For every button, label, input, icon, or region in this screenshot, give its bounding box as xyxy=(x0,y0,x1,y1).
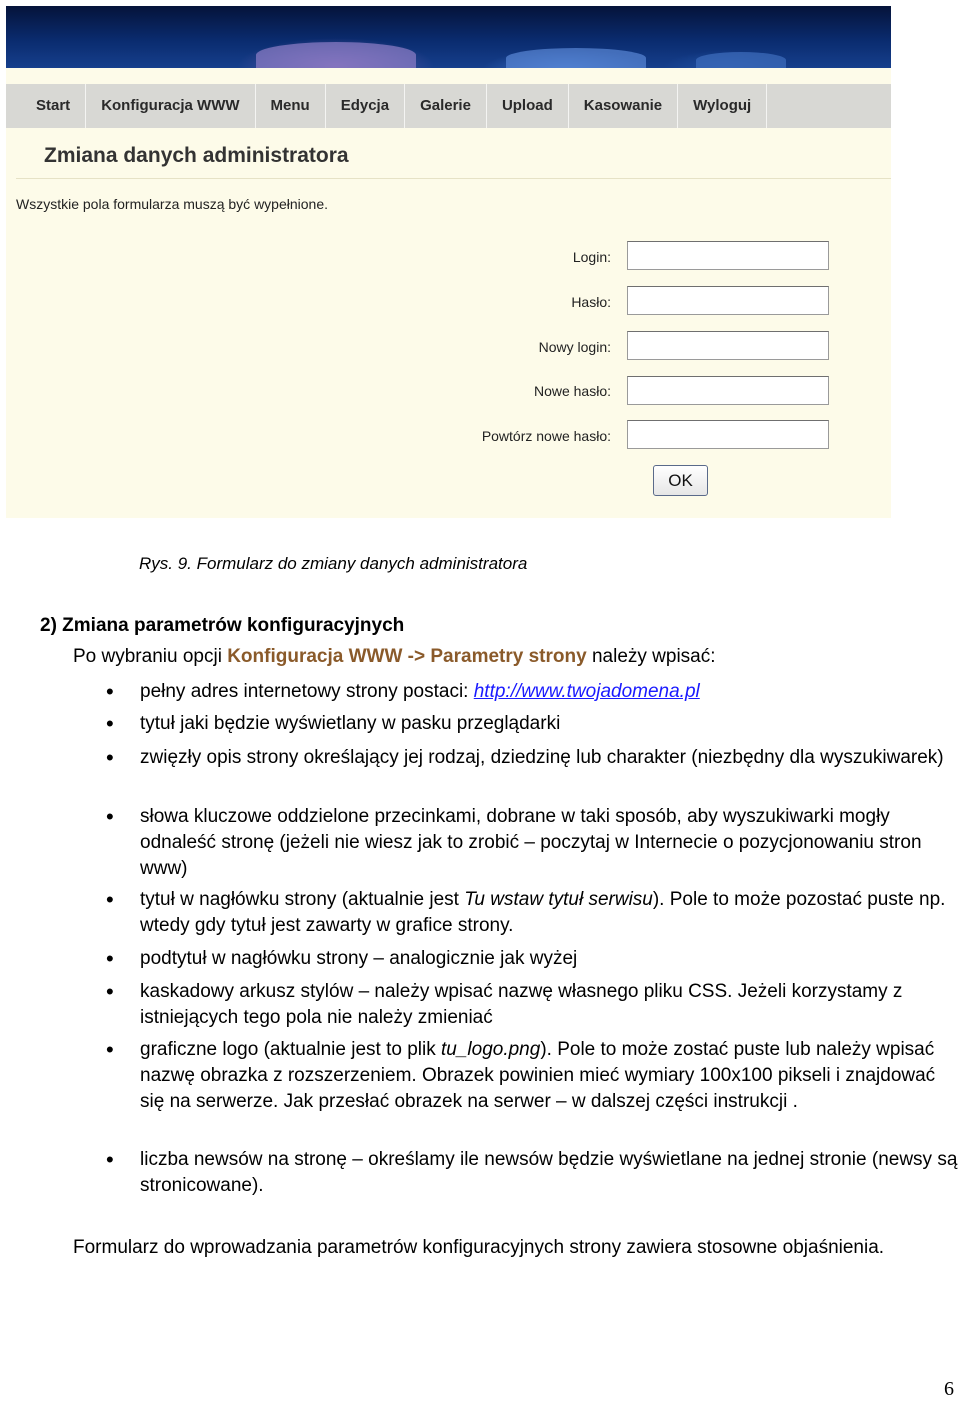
list-item-text: graficzne logo (aktualnie jest to plik xyxy=(140,1039,441,1060)
intro-paragraph xyxy=(73,646,716,668)
repeat-password-input[interactable] xyxy=(627,420,829,449)
form-title: Zmiana danych administratora xyxy=(44,144,349,167)
header-banner-image xyxy=(6,6,891,68)
form-note: Wszystkie pola formularza muszą być wypełnione. xyxy=(16,196,329,212)
list-item: • liczba newsów na stronę – określamy ile newsów będzie wyświetlane na jednej stronie (newsy są stronicowane). xyxy=(140,1147,960,1199)
new-password-input[interactable] xyxy=(627,376,829,405)
page-number: 6 xyxy=(944,1378,954,1400)
repeat-password-label: Powtórz nowe hasło: xyxy=(481,428,611,444)
password-input[interactable] xyxy=(627,286,829,315)
list-item-emphasis: tu_logo.png xyxy=(441,1039,541,1060)
list-item-text: pełny adres internetowy strony postaci: xyxy=(140,681,474,702)
main-navigation xyxy=(6,84,891,128)
ok-button[interactable]: OK xyxy=(653,465,708,496)
new-login-label: Nowy login: xyxy=(538,339,611,355)
title-divider xyxy=(16,178,891,179)
new-login-input[interactable] xyxy=(627,331,829,360)
list-item-text: ). Pole to może zostać puste lub należy wpisać nazwę obrazka z rozszerzeniem. Obrazek powinien mieć wymiary 100x100 pikseli i znajdować się na serwerze. Jak przesłać obrazek na serwer – w dalszej części instrukcji . xyxy=(140,1039,936,1112)
admin-panel-screenshot xyxy=(6,6,891,518)
login-label: Login: xyxy=(572,249,611,265)
list-item xyxy=(140,679,960,705)
nav-konfiguracja-www[interactable]: Konfiguracja WWW xyxy=(86,84,255,128)
closing-paragraph: Formularz do wprowadzania parametrów konfiguracyjnych strony zawiera stosowne objaśnienia. xyxy=(73,1237,885,1258)
nav-start[interactable]: Start xyxy=(6,84,86,128)
list-item-text: tytuł w nagłówku strony (aktualnie jest xyxy=(140,889,465,910)
nav-upload[interactable]: Upload xyxy=(487,84,569,128)
list-item-text: ). Pole to może pozostać puste np. wtedy gdy tytuł jest zawarty w grafice strony. xyxy=(140,889,946,936)
nav-wyloguj[interactable]: Wyloguj xyxy=(678,84,767,128)
nav-edycja[interactable]: Edycja xyxy=(326,84,405,128)
list-item: • słowa kluczowe oddzielone przecinkami, dobrane w taki sposób, aby wyszukiwarki mogły odnaleść stronę (jeżeli nie wiesz jak to zrobić – poczytaj w Internecie o pozycjonowaniu stron www) xyxy=(140,804,960,882)
nav-galerie[interactable]: Galerie xyxy=(405,84,487,128)
list-item: • podtytuł w nagłówku strony – analogicznie jak wyżej xyxy=(140,946,960,972)
list-item-emphasis: Tu wstaw tytuł serwisu xyxy=(464,889,653,910)
list-item xyxy=(140,1037,960,1115)
figure-caption: Rys. 9. Formularz do zmiany danych administratora xyxy=(139,554,528,573)
example-url-link[interactable]: http://www.twojadomena.pl xyxy=(473,681,700,702)
admin-form-panel xyxy=(6,128,891,518)
login-input[interactable] xyxy=(627,241,829,270)
password-label: Hasło: xyxy=(571,294,611,310)
new-password-label: Nowe hasło: xyxy=(533,383,611,399)
list-item: • zwięzły opis strony określający jej rodzaj, dziedzinę lub charakter (niezbędny dla wyszukiwarek) xyxy=(140,745,960,771)
list-item xyxy=(140,887,960,939)
menu-path-highlight: Konfiguracja WWW -> Parametry strony xyxy=(227,646,587,667)
intro-text-after: należy wpisać: xyxy=(586,646,716,667)
nav-menu[interactable]: Menu xyxy=(256,84,326,128)
section-heading: 2) Zmiana parametrów konfiguracyjnych xyxy=(40,615,405,636)
nav-kasowanie[interactable]: Kasowanie xyxy=(569,84,678,128)
intro-text-before: Po wybraniu opcji xyxy=(73,646,228,667)
list-item: • kaskadowy arkusz stylów – należy wpisać nazwę własnego pliku CSS. Jeżeli korzystamy z istniejących tego pola nie należy zmieniać xyxy=(140,979,960,1031)
list-item: • tytuł jaki będzie wyświetlany w pasku przeglądarki xyxy=(140,711,960,737)
